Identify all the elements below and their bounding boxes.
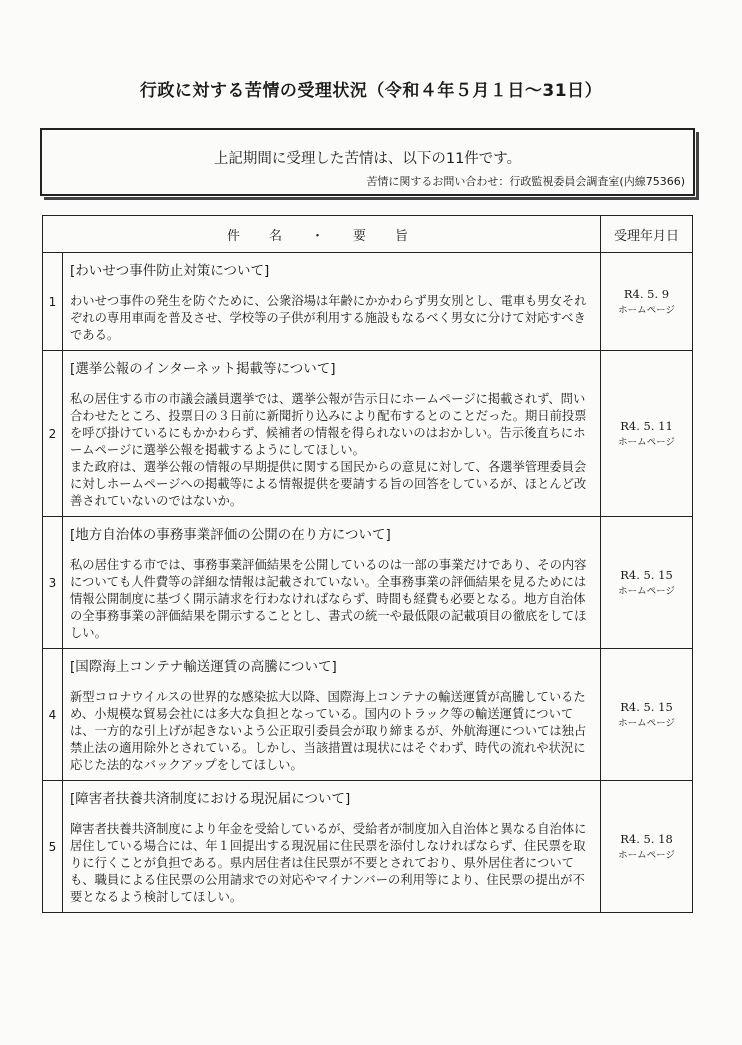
complaint-subject: [国際海上コンテナ輸送運賃の高騰について] <box>70 659 337 675</box>
row-received-date <box>601 253 693 351</box>
received-via: ホームページ <box>618 850 675 861</box>
row-content <box>63 517 601 649</box>
received-date: R4. 5. 15 <box>620 568 673 582</box>
table-row <box>43 517 693 649</box>
row-received-date <box>601 517 693 649</box>
table-row <box>43 781 693 913</box>
table-row <box>43 253 693 351</box>
page-title: 行政に対する苦情の受理状況（令和４年５月１日～31日） <box>139 81 603 101</box>
header-subject: 件 名 ・ 要 旨 <box>43 216 601 253</box>
row-content <box>63 649 601 781</box>
header-date: 受理年月日 <box>601 216 693 253</box>
table-row <box>43 649 693 781</box>
received-via: ホームページ <box>618 586 675 597</box>
row-number: 5 <box>43 781 63 913</box>
complaint-summary: 私の居住する市では、事務事業評価結果を公開しているのは一部の事業だけであり、その内容についても人件費等の詳細な情報は記載されていない。全事務事業の評価結果を見るためには情報公開制度に基づく開示請求を行わなければならず、時間も経費も必要となる。地方自治体の全事務事業の評価結果を開示することとし、書式の統一や最低限の記載項目の徹底をしてほしい。 <box>70 558 587 640</box>
table-header-row <box>43 216 693 253</box>
complaint-summary: 私の居住する市の市議会議員選挙では、選挙公報が告示日にホームページに掲載されず、問い合わせたところ、投票日の３日前に新聞折り込みにより配布するとのことだった。期日前投票を呼び掛けているにもかかわらず、候補者の情報を得られないのはおかしい。告示後直ちにホームページに選挙公報を掲載するようにしてほしい。 また政府は、選挙公報の情報の早期提供に関する国民からの意見に対して、各選挙管理委員会に対しホームページへの掲載等による情報提供を要請する旨の回答をしているが、ほとんど改善されていないのではないか。 <box>70 392 587 508</box>
row-content <box>63 351 601 517</box>
row-content <box>63 253 601 351</box>
complaint-subject: [わいせつ事件防止対策について] <box>70 263 270 279</box>
row-number: 3 <box>43 517 63 649</box>
notice-main-text: 上記期間に受理した苦情は、以下の11件です。 <box>213 151 522 167</box>
row-received-date <box>601 351 693 517</box>
row-received-date <box>601 649 693 781</box>
row-number: 4 <box>43 649 63 781</box>
complaint-summary: わいせつ事件の発生を防ぐために、公衆浴場は年齢にかかわらず男女別とし、電車も男女それぞれの専用車両を普及させ、学校等の子供が利用する施設もなるべく男女に分けて対応すべきである。 <box>70 294 587 342</box>
received-via: ホームページ <box>618 437 675 448</box>
row-number: 1 <box>43 253 63 351</box>
received-date: R4. 5. 18 <box>620 832 673 846</box>
notice-contact-text: 苦情に関するお問い合わせ：行政監視委員会調査室(内線75366) <box>366 175 685 188</box>
complaint-summary: 新型コロナウイルスの世界的な感染拡大以降、国際海上コンテナの輸送運賃が高騰しているため、小規模な貿易会社には多大な負担となっている。国内のトラック等の輸送運賃については、一方的な引上げが起きないよう公正取引委員会が取り締まるが、外航海運については独占禁止法の適用除外とされている。しかし、当該措置は現状にはそぐわず、時代の流れや状況に応じた法的なバックアップをしてほしい。 <box>70 690 587 772</box>
row-received-date <box>601 781 693 913</box>
complaint-subject: [選挙公報のインターネット掲載等について] <box>70 361 336 377</box>
received-via: ホームページ <box>618 305 675 316</box>
complaints-table <box>42 215 693 913</box>
row-number: 2 <box>43 351 63 517</box>
row-content <box>63 781 601 913</box>
received-via: ホームページ <box>618 718 675 729</box>
complaint-subject: [地方自治体の事務事業評価の公開の在り方について] <box>70 527 391 543</box>
table-row <box>43 351 693 517</box>
complaint-summary: 障害者扶養共済制度により年金を受給しているが、受給者が制度加入自治体と異なる自治体に居住している場合には、年１回提出する現況届に住民票を添付しなければならず、住民票を取りに行くことが負担である。県内居住者は住民票が不要とされており、県外居住者についても、職員による住民票の公用請求での対応やマイナンバーの利用等により、住民票の提出が不要となるよう検討してほしい。 <box>70 822 587 904</box>
notice-box <box>40 128 695 196</box>
received-date: R4. 5. 15 <box>620 700 673 714</box>
complaint-subject: [障害者扶養共済制度における現況届について] <box>70 791 351 807</box>
received-date: R4. 5. 11 <box>620 419 673 433</box>
received-date: R4. 5. 9 <box>623 287 670 301</box>
